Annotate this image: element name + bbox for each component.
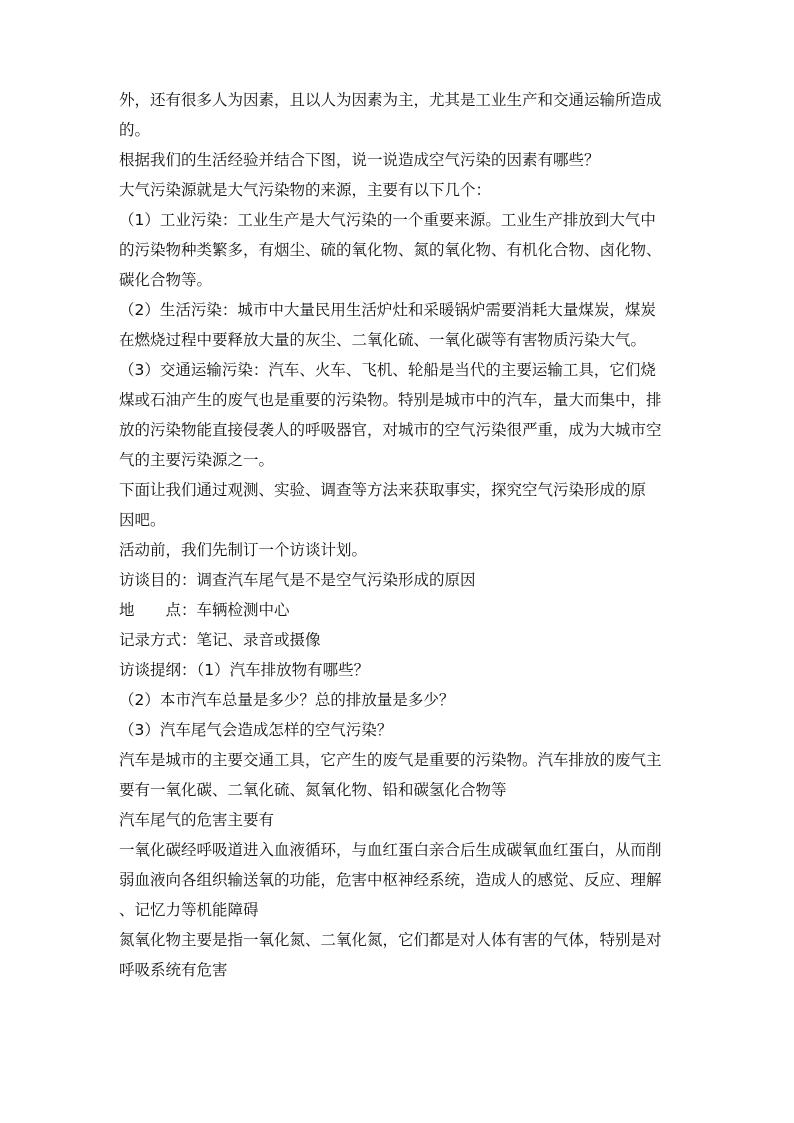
text-line: 汽车是城市的主要交通工具，它产生的废气是重要的污染物。汽车排放的废气主 [119,751,662,769]
text-line: 下面让我们通过观测、实验、调查等方法来获取事实，探究空气污染形成的原 [119,481,647,499]
text-line: 活动前，我们先制订一个访谈计划。 [119,541,368,559]
text-line: 大气污染源就是大气污染物的来源，主要有以下几个： [119,181,492,199]
text-line: 、记忆力等机能障碍 [119,901,259,919]
text-line: 记录方式：笔记、录音或摄像 [119,631,321,649]
text-line: （3）汽车尾气会造成怎样的空气污染？ [119,721,393,739]
text-line: （2）本市汽车总量是多少？总的排放量是多少？ [119,691,455,709]
text-line: 访谈目的：调查汽车尾气是不是空气污染形成的原因 [119,571,476,589]
text-line: 碳化合物等。 [119,271,213,289]
text-line: 呼吸系统有危害 [119,961,228,979]
text-line: （3）交通运输污染：汽车、火车、飞机、轮船是当代的主要运输工具，它们烧 [119,361,656,379]
text-line: 因吧。 [119,511,166,529]
text-line: 氮氧化物主要是指一氧化氮、二氧化氮，它们都是对人体有害的气体，特别是对 [119,931,662,949]
document-body [119,85,687,985]
text-line: 外，还有很多人为因素，且以人为因素为主，尤其是工业生产和交通运输所造成 [119,91,662,109]
text-line: （1）工业污染：工业生产是大气污染的一个重要来源。工业生产排放到大气中 [119,211,656,229]
text-line: 汽车尾气的危害主要有 [119,811,275,829]
text-line: 访谈提纲：（1）汽车排放物有哪些？ [119,661,370,679]
text-line: 放的污染物能直接侵袭人的呼吸器官，对城市的空气污染很严重，成为大城市空 [119,421,662,439]
text-line: 要有一氧化碳、二氧化硫、氮氧化物、铅和碳氢化合物等 [119,781,507,799]
text-line: 地 点：车辆检测中心 [119,601,290,619]
text-line: 根据我们的生活经验并结合下图，说一说造成空气污染的因素有哪些？ [119,151,600,169]
text-line: 的。 [119,121,151,139]
text-line: 的污染物种类繁多，有烟尘、硫的氧化物、氮的氧化物、有机化合物、卤化物、 [119,241,662,259]
text-line: 一氧化碳经呼吸道进入血液循环，与血红蛋白亲合后生成碳氧血红蛋白，从而削 [119,841,662,859]
text-line: （2）生活污染：城市中大量民用生活炉灶和采暖锅炉需要消耗大量煤炭，煤炭 [119,301,656,319]
text-line: 弱血液向各组织输送氧的功能，危害中枢神经系统，造成人的感觉、反应、理解 [119,871,662,889]
text-line: 气的主要污染源之一。 [119,451,275,469]
text-line: 在燃烧过程中要释放大量的灰尘、二氧化硫、一氧化碳等有害物质污染大气。 [119,331,647,349]
text-line: 煤或石油产生的废气也是重要的污染物。特别是城市中的汽车，量大而集中，排 [119,391,662,409]
